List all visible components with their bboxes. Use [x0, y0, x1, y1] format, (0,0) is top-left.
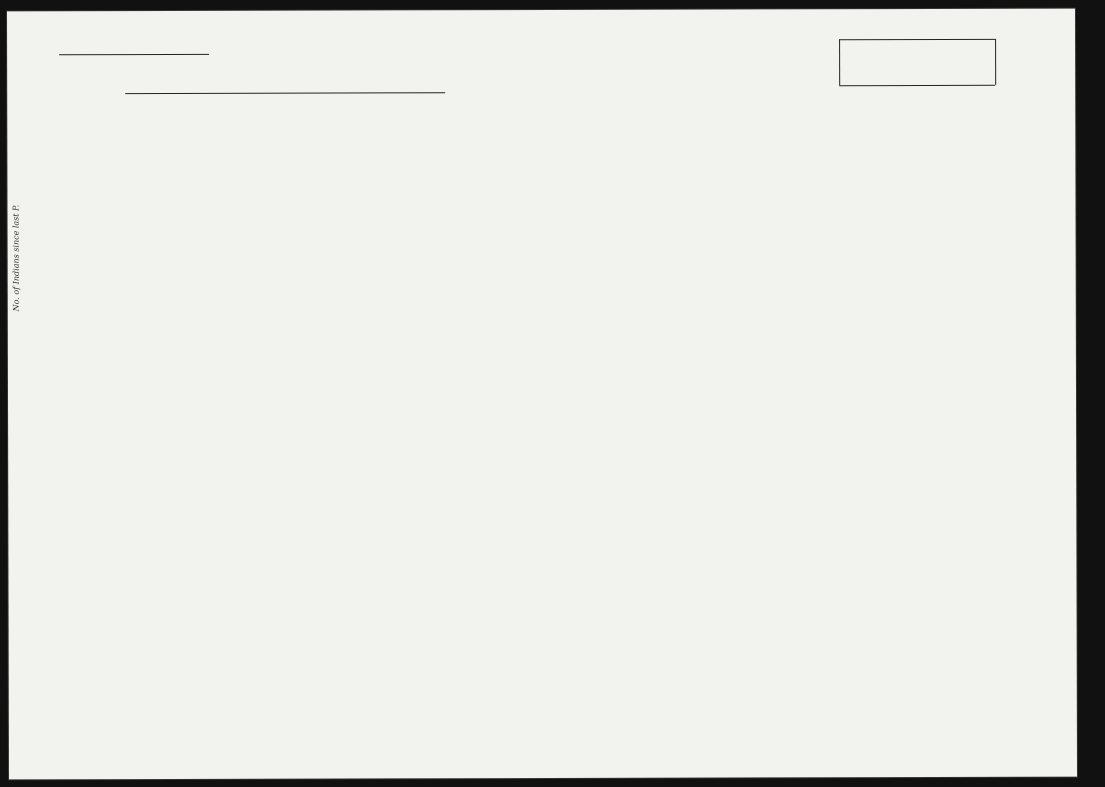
left-margin-note: No. of Indians since last P. — [11, 204, 21, 312]
census-grid — [7, 9, 1077, 780]
census-sheet — [7, 9, 1077, 780]
